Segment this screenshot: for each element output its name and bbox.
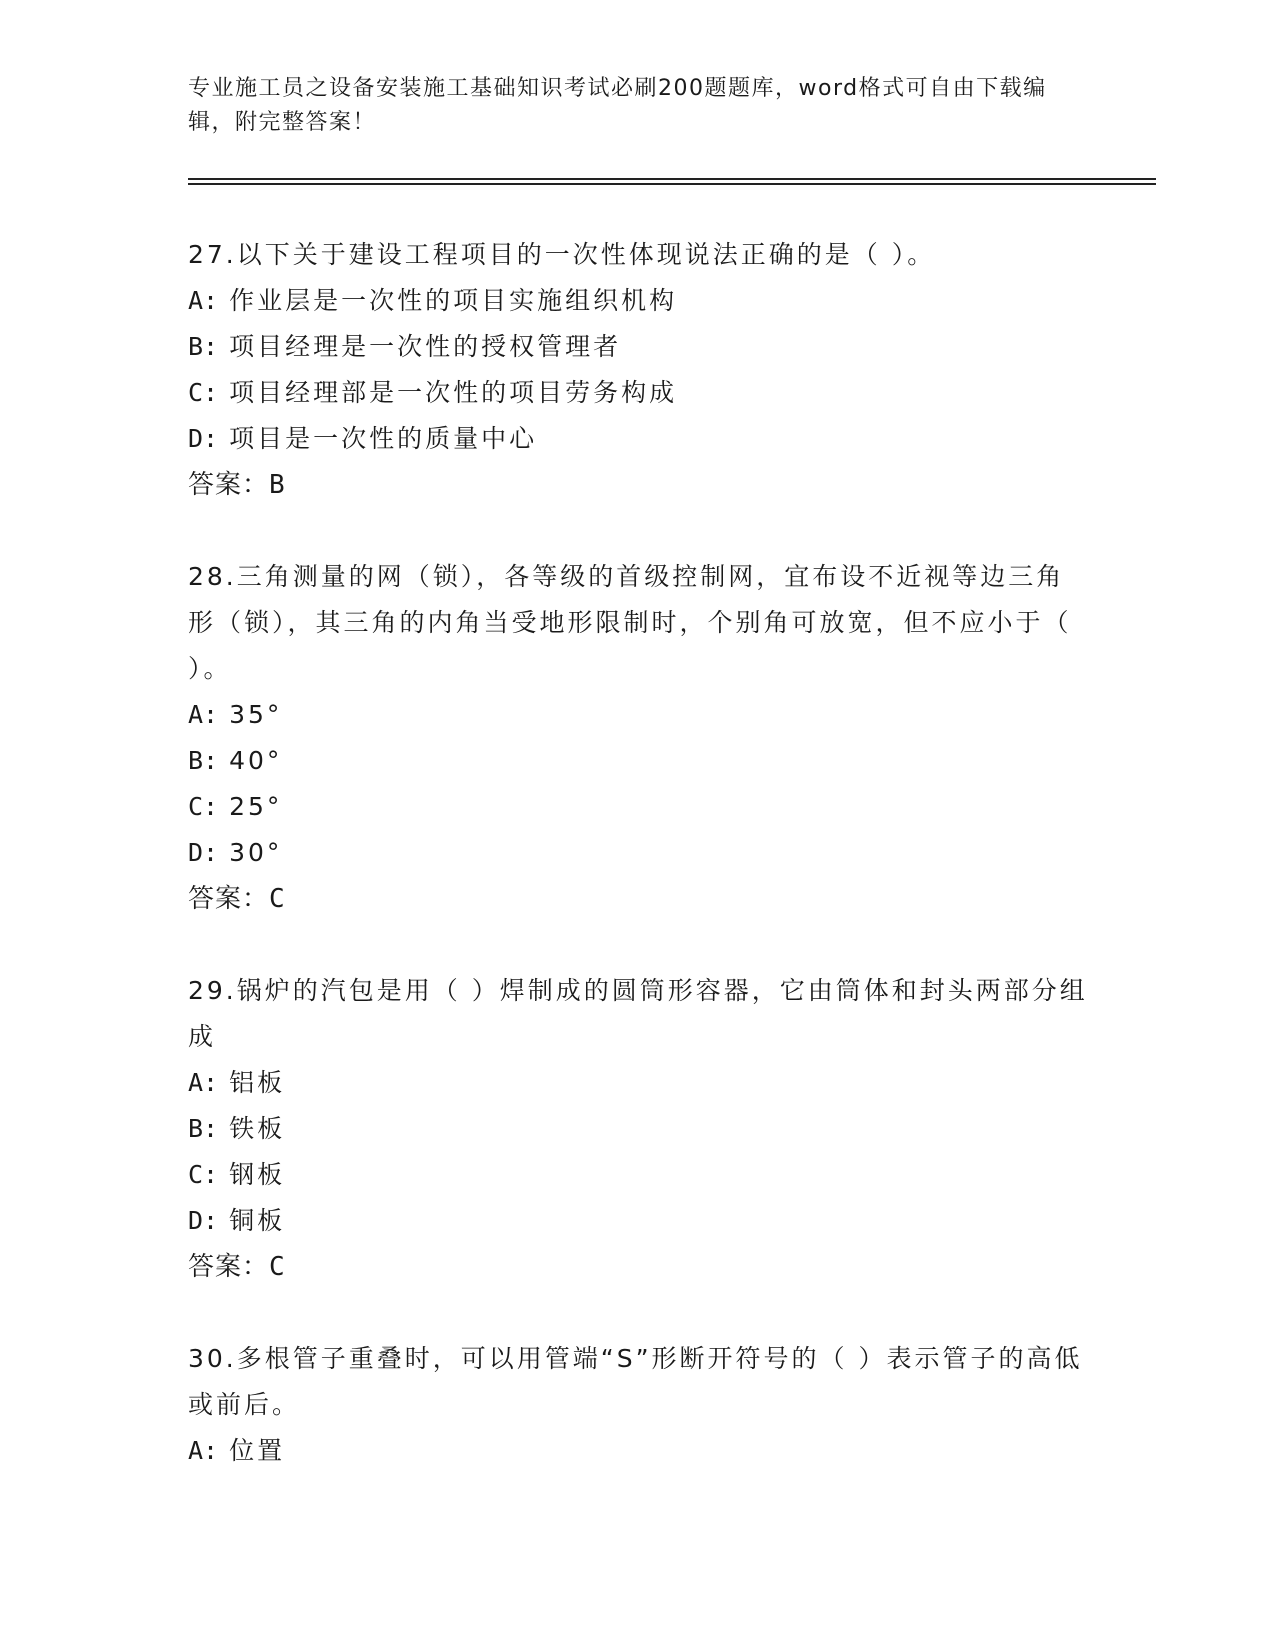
option-text: 项目是一次性的质量中心 (229, 424, 538, 453)
question-stem: 29.锅炉的汽包是用（ ）焊制成的圆筒形容器，它由筒体和封头两部分组成 (188, 976, 1088, 1051)
answer-value: C (269, 884, 286, 914)
option-b (188, 1106, 1088, 1152)
option-text: 40° (229, 746, 283, 775)
option-label: D: (188, 1206, 219, 1235)
option-a (188, 692, 1088, 738)
option-label: D: (188, 424, 219, 453)
question-stem: 27.以下关于建设工程项目的一次性体现说法正确的是（ ）。 (188, 240, 936, 269)
option-a (188, 1060, 1088, 1106)
option-text: 作业层是一次性的项目实施组织机构 (229, 286, 678, 315)
option-text: 铁板 (229, 1114, 286, 1143)
option-label: C: (188, 792, 219, 821)
question-27 (188, 232, 1088, 508)
option-label: A: (188, 286, 219, 315)
option-text: 项目经理是一次性的授权管理者 (229, 332, 622, 361)
option-text: 35° (229, 700, 283, 729)
option-c (188, 784, 1088, 830)
option-text: 铝板 (229, 1068, 286, 1097)
header-divider-top (188, 178, 1156, 180)
option-c (188, 370, 1088, 416)
answer-value: C (269, 1252, 286, 1282)
option-label: A: (188, 1068, 219, 1097)
answer-value: B (269, 470, 286, 500)
option-text: 30° (229, 838, 283, 867)
option-text: 25° (229, 792, 283, 821)
option-label: A: (188, 700, 219, 729)
option-label: D: (188, 838, 219, 867)
option-c (188, 1152, 1088, 1198)
option-label: C: (188, 1160, 219, 1189)
option-text: 铜板 (229, 1206, 286, 1235)
option-d (188, 416, 1088, 462)
option-b (188, 324, 1088, 370)
header-divider-bottom (188, 183, 1156, 185)
option-b (188, 738, 1088, 784)
option-a (188, 278, 1088, 324)
answer-label: 答案： (188, 1252, 270, 1282)
option-label: C: (188, 378, 219, 407)
option-label: A: (188, 1436, 219, 1465)
answer-line (188, 1244, 1088, 1290)
option-d (188, 830, 1088, 876)
option-text: 位置 (229, 1436, 286, 1465)
question-29 (188, 968, 1088, 1290)
option-text: 项目经理部是一次性的项目劳务构成 (229, 378, 678, 407)
question-list (188, 232, 1088, 1520)
option-label: B: (188, 1114, 219, 1143)
option-a (188, 1428, 1088, 1474)
option-text: 钢板 (229, 1160, 286, 1189)
answer-line (188, 876, 1088, 922)
document-header: 专业施工员之设备安装施工基础知识考试必刷200题题库，word格式可自由下载编辑，附完整答案！ (188, 76, 1047, 135)
option-label: B: (188, 746, 219, 775)
option-d (188, 1198, 1088, 1244)
option-label: B: (188, 332, 219, 361)
answer-label: 答案： (188, 470, 270, 500)
question-30 (188, 1336, 1088, 1474)
question-28 (188, 554, 1088, 922)
answer-line (188, 462, 1088, 508)
question-stem: 30.多根管子重叠时，可以用管端“S”形断开符号的（ ）表示管子的高低或前后。 (188, 1344, 1083, 1419)
question-stem: 28.三角测量的网（锁），各等级的首级控制网，宜布设不近视等边三角形（锁），其三角的内角当受地形限制时，个别角可放宽，但不应小于（ ）。 (188, 562, 1072, 683)
answer-label: 答案： (188, 884, 270, 914)
